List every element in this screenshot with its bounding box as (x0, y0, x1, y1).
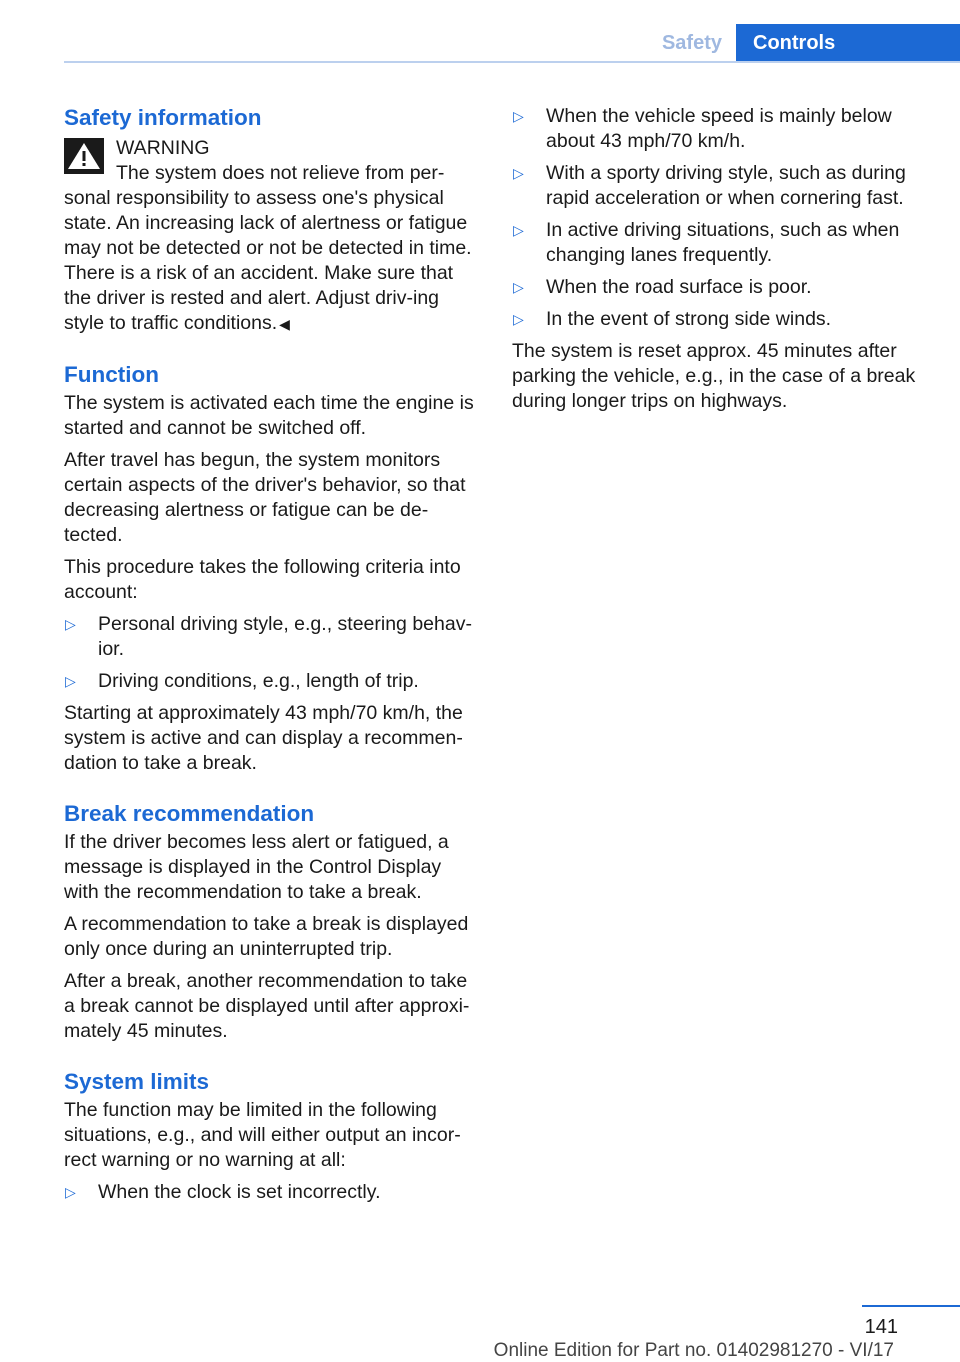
header-divider (64, 61, 960, 63)
list-item-text: In active driving situations, such as when changing lanes frequently. (546, 219, 900, 266)
edition-text: Online Edition for Part no. 01402981270 - VI/17 (493, 1340, 894, 1361)
tab-controls[interactable]: Controls (736, 24, 960, 62)
bullet-triangle-icon: ▷ (513, 108, 524, 124)
list-item-text: In the event of strong side winds. (546, 308, 832, 330)
bullet-triangle-icon: ▷ (513, 311, 524, 327)
list-item (512, 275, 924, 300)
list-item (64, 612, 478, 662)
section-heading-function: Function (64, 362, 159, 387)
bullet-triangle-icon: ▷ (513, 165, 524, 181)
list-item-text: Driving conditions, e.g., length of trip. (98, 670, 419, 692)
list-item (64, 669, 478, 694)
limits-list-right (512, 104, 924, 332)
section-heading-safety-information: Safety information (64, 105, 262, 130)
break-paragraph-2: A recommendation to take a break is displayed only once during an uninterrupted trip. (64, 913, 469, 960)
break-paragraph-3: After a break, another recommendation to take a break cannot be displayed until after approxi-mately 45 minutes. (64, 970, 470, 1042)
warning-block (64, 136, 478, 337)
limits-list-left (64, 1180, 478, 1205)
left-column (64, 104, 478, 1212)
list-item-text: Personal driving style, e.g., steering behav-ior. (98, 613, 472, 660)
right-column (512, 104, 924, 421)
section-heading-break-recommendation: Break recommendation (64, 801, 315, 826)
bullet-triangle-icon: ▷ (65, 1184, 76, 1200)
list-item (512, 218, 924, 268)
list-item-text: When the clock is set incorrectly. (98, 1181, 381, 1203)
limits-paragraph-1: The function may be limited in the following situations, e.g., and will either output an incor-rect warning or no warning at all: (64, 1099, 461, 1171)
list-item-text: With a sporty driving style, such as during rapid acceleration or when cornering fast. (546, 162, 906, 209)
end-mark-icon: ◀ (279, 316, 290, 332)
section-heading-system-limits: System limits (64, 1069, 210, 1094)
list-item (512, 161, 924, 211)
warning-text: The system does not relieve from per-sonal responsibility to assess one's physical state. An increasing lack of alertness or fatigue may not be detected or not be detected in time. There is a risk of an accident. Make sure that the driver is rested and alert. Adjust driv-ing style to traffic conditions. (64, 162, 472, 334)
list-item-text: When the road surface is poor. (546, 276, 812, 298)
bullet-triangle-icon: ▷ (513, 279, 524, 295)
break-paragraph-1: If the driver becomes less alert or fatigued, a message is displayed in the Control Display with the recommendation to take a break. (64, 831, 449, 903)
reset-paragraph: The system is reset approx. 45 minutes after parking the vehicle, e.g., in the case of a break during longer trips on highways. (512, 340, 916, 412)
function-paragraph-4: Starting at approximately 43 mph/70 km/h, the system is active and can display a recommen-dation to take a break. (64, 702, 463, 774)
bullet-triangle-icon: ▷ (65, 673, 76, 689)
function-paragraph-3: This procedure takes the following criteria into account: (64, 556, 461, 603)
bullet-triangle-icon: ▷ (65, 616, 76, 632)
page-number: 141 (864, 1316, 898, 1338)
warning-label: WARNING (116, 137, 210, 159)
list-item-text: When the vehicle speed is mainly below about 43 mph/70 km/h. (546, 105, 892, 152)
footer-divider (862, 1305, 960, 1307)
list-item (512, 104, 924, 154)
function-paragraph-1: The system is activated each time the engine is started and cannot be switched off. (64, 392, 474, 439)
warning-triangle-icon (64, 138, 104, 174)
criteria-list (64, 612, 478, 694)
bullet-triangle-icon: ▷ (513, 222, 524, 238)
tab-safety[interactable]: Safety (661, 31, 722, 54)
function-paragraph-2: After travel has begun, the system monitors certain aspects of the driver's behavior, so that decreasing alertness or fatigue can be de-tected. (64, 449, 466, 546)
list-item (64, 1180, 478, 1205)
list-item (512, 307, 924, 332)
